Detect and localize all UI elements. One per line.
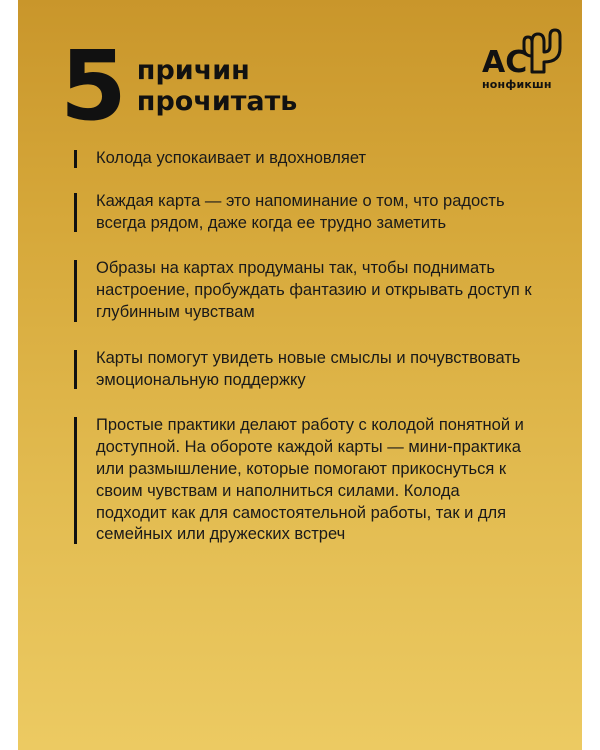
header-title bbox=[137, 55, 298, 117]
title-line-2: прочитать bbox=[136, 86, 298, 117]
reason-item bbox=[74, 258, 534, 323]
reason-bar bbox=[74, 260, 77, 321]
reason-bar bbox=[74, 150, 77, 168]
reason-text: Образы на картах продуманы так, чтобы поднимать настроение, пробуждать фантазию и открывать доступ к глубинным чувствам bbox=[96, 259, 532, 321]
reasons-count: 5 bbox=[60, 30, 125, 142]
reason-text: Колода успокаивает и вдохновляет bbox=[96, 149, 367, 167]
reason-bar bbox=[74, 350, 77, 390]
header bbox=[60, 30, 298, 142]
reason-text: Каждая карта — это напоминание о том, что радость всегда рядом, даже когда ее трудно заметить bbox=[96, 191, 505, 232]
reason-text: Карты помогут увидеть новые смыслы и почувствовать эмоциональную поддержку bbox=[96, 348, 521, 389]
reason-bar bbox=[74, 193, 77, 233]
reason-bar bbox=[74, 417, 77, 544]
logo-caption: нонфикшн bbox=[482, 78, 552, 91]
promo-card bbox=[18, 0, 582, 750]
reason-text: Простые практики делают работу с колодой понятной и доступной. На обороте каждой карты — мини-практика или размышление, которые помогают прикоснуться к своим чувствам и наполниться силами. Колода подходит как для самостоятельной работы, так и для семейных или дружеских встреч bbox=[96, 416, 524, 544]
title-line-1: причин bbox=[136, 55, 250, 86]
cactus-icon bbox=[524, 30, 560, 72]
reason-item bbox=[74, 348, 534, 392]
reasons-list bbox=[74, 148, 534, 546]
reason-item bbox=[74, 415, 534, 546]
logo-mark: AC bbox=[482, 45, 528, 80]
reason-item bbox=[74, 148, 534, 170]
reason-item bbox=[74, 191, 534, 235]
